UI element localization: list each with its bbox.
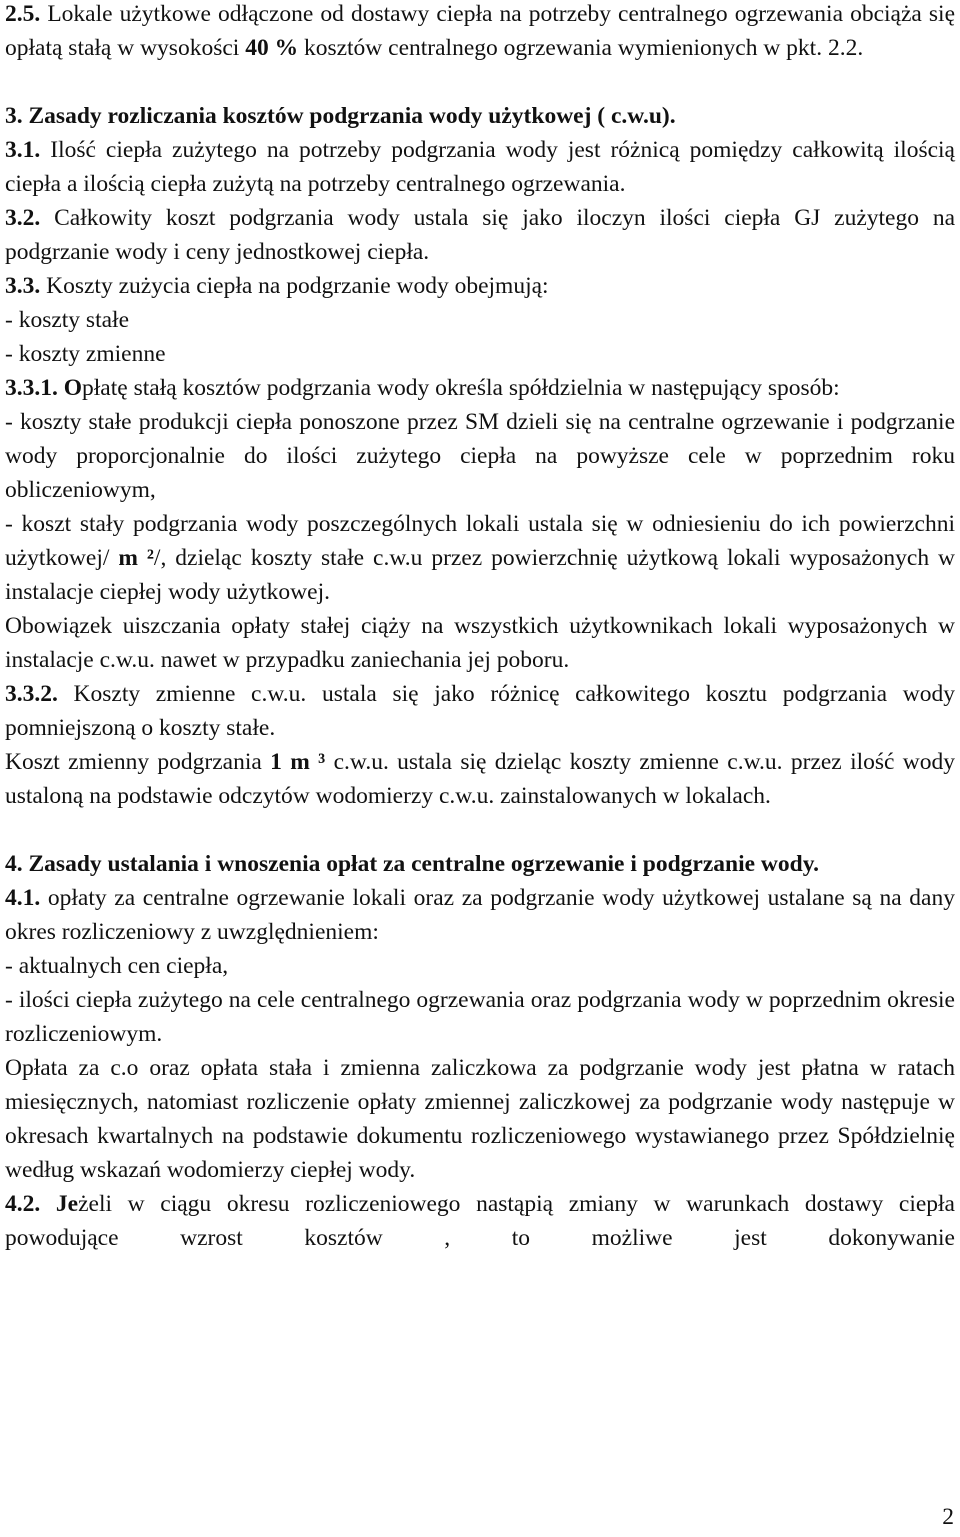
paragraph-4-2 [5, 1187, 955, 1255]
paragraph-3-3-1 [5, 371, 955, 405]
paragraph-2-5 [5, 0, 955, 65]
section-number: 3.3.1. O [5, 375, 83, 401]
paragraph-text: płatę stałą kosztów podgrzania wody określa spółdzielnia w następujący sposób: [82, 375, 840, 401]
paragraph-text: opłaty za centralne ogrzewanie lokali oraz za podgrzanie wody użytkowej ustalane są na dany okres rozliczeniowy z uwzględnieniem: [5, 885, 955, 945]
section-number: 4.2. Je [5, 1191, 79, 1217]
list-item: - koszty zmienne [5, 341, 166, 367]
paragraph-text-cont: kosztów centralnego ogrzewania wymienionych w pkt. 2.2. [298, 35, 864, 61]
page-number: 2 [942, 1504, 954, 1530]
paragraph-text-cont: c.w.u. ustala się dzieląc koszty zmienne c.w.u. przez ilość wody ustaloną na podstawie odczytów wodomierzy c.w.u. zainstalowanych w lokalach. [5, 749, 956, 809]
paragraph-3-3 [5, 269, 955, 303]
paragraph-text: Koszty zużycia ciepła na podgrzanie wody obejmują: [40, 273, 549, 299]
list-item: - koszty stałe [5, 307, 129, 333]
bold-text: 1 m ³ [270, 749, 326, 775]
section-number: 3.3.2. [5, 681, 58, 707]
section-number: 3.2. [5, 205, 41, 231]
paragraph-text: Koszty zmienne c.w.u. ustala się jako różnicę całkowitego kosztu podgrzania wody pomniejszoną o koszty stałe. [5, 681, 955, 741]
paragraph-text-cont: /, dzieląc koszty stałe c.w.u przez powierzchnię użytkową lokali wyposażonych w instalacje ciepłej wody użytkowej. [5, 545, 955, 605]
list-item: - aktualnych cen ciepła, [5, 953, 229, 979]
paragraph-fixed-cost-per-area [5, 507, 955, 609]
paragraph-variable-cost [5, 745, 955, 813]
paragraph-3-3-2 [5, 677, 955, 745]
spacer [5, 813, 955, 847]
paragraph-text: Lokale użytkowe odłączone od dostawy ciepła na potrzeby centralnego ogrzewania obciąża się opłatą stałą w wysokości [5, 1, 955, 61]
section-number: 2.5. [5, 1, 41, 27]
paragraph-text: - koszt stały podgrzania wody poszczególnych lokali ustala się w odniesieniu do ich powierzchni użytkowej/ [5, 511, 955, 571]
section-number: 4.1. [5, 885, 41, 911]
paragraph-4-1 [5, 881, 955, 949]
bold-text: 40 % [245, 35, 299, 61]
section-number: 3.1. [5, 137, 41, 163]
paragraph-payment: Opłata za c.o oraz opłata stała i zmienna zaliczkowa za podgrzanie wody jest płatna w ratach miesięcznych, natomiast rozliczenie opłaty zmiennej zaliczkowej za podgrzanie wody następuje w okresach kwartalnych na podstawie dokumentu rozliczeniowego wystawianego przez Spółdzielnię według wskazań wodomierzy ciepłej wody. [5, 1055, 955, 1183]
paragraph-fixed-costs-production: - koszty stałe produkcji ciepła ponoszone przez SM dzieli się na centralne ogrzewanie i podgrzanie wody proporcjonalnie do ilości zużytego ciepła na powyższe cele w poprzednim roku obliczeniowym, [5, 409, 955, 503]
paragraph-text: Całkowity koszt podgrzania wody ustala się jako iloczyn ilości ciepła GJ zużytego na podgrzanie wody i ceny jednostkowej ciepła. [5, 205, 955, 265]
section-number: 3.3. [5, 273, 41, 299]
paragraph-text: Koszt zmienny podgrzania [5, 749, 271, 775]
heading-section-3: 3. Zasady rozliczania kosztów podgrzania wody użytkowej ( c.w.u). [5, 103, 676, 129]
list-item: - ilości ciepła zużytego na cele centralnego ogrzewania oraz podgrzania wody w poprzednim okresie rozliczeniowym. [5, 987, 955, 1047]
paragraph-text: żeli w ciągu okresu rozliczeniowego nastąpią zmiany w warunkach dostawy ciepła powodujące wzrost kosztów , to możliwe jest dokonywanie [5, 1191, 955, 1251]
paragraph-3-1 [5, 133, 955, 201]
paragraph-3-2 [5, 201, 955, 269]
heading-section-4: 4. Zasady ustalania i wnoszenia opłat za centralne ogrzewanie i podgrzanie wody. [5, 851, 820, 877]
spacer [5, 65, 955, 99]
paragraph-text: Ilość ciepła zużytego na potrzeby podgrzania wody jest różnicą pomiędzy całkowitą ilością ciepła a ilością ciepła zużytą na potrzeby centralnego ogrzewania. [5, 137, 955, 197]
document-body [5, 0, 955, 1255]
paragraph-obligation: Obowiązek uiszczania opłaty stałej ciąży na wszystkich użytkownikach lokali wyposażonych w instalacje c.w.u. nawet w przypadku zaniechania jej poboru. [5, 613, 955, 673]
bold-text: m ² [118, 545, 154, 571]
